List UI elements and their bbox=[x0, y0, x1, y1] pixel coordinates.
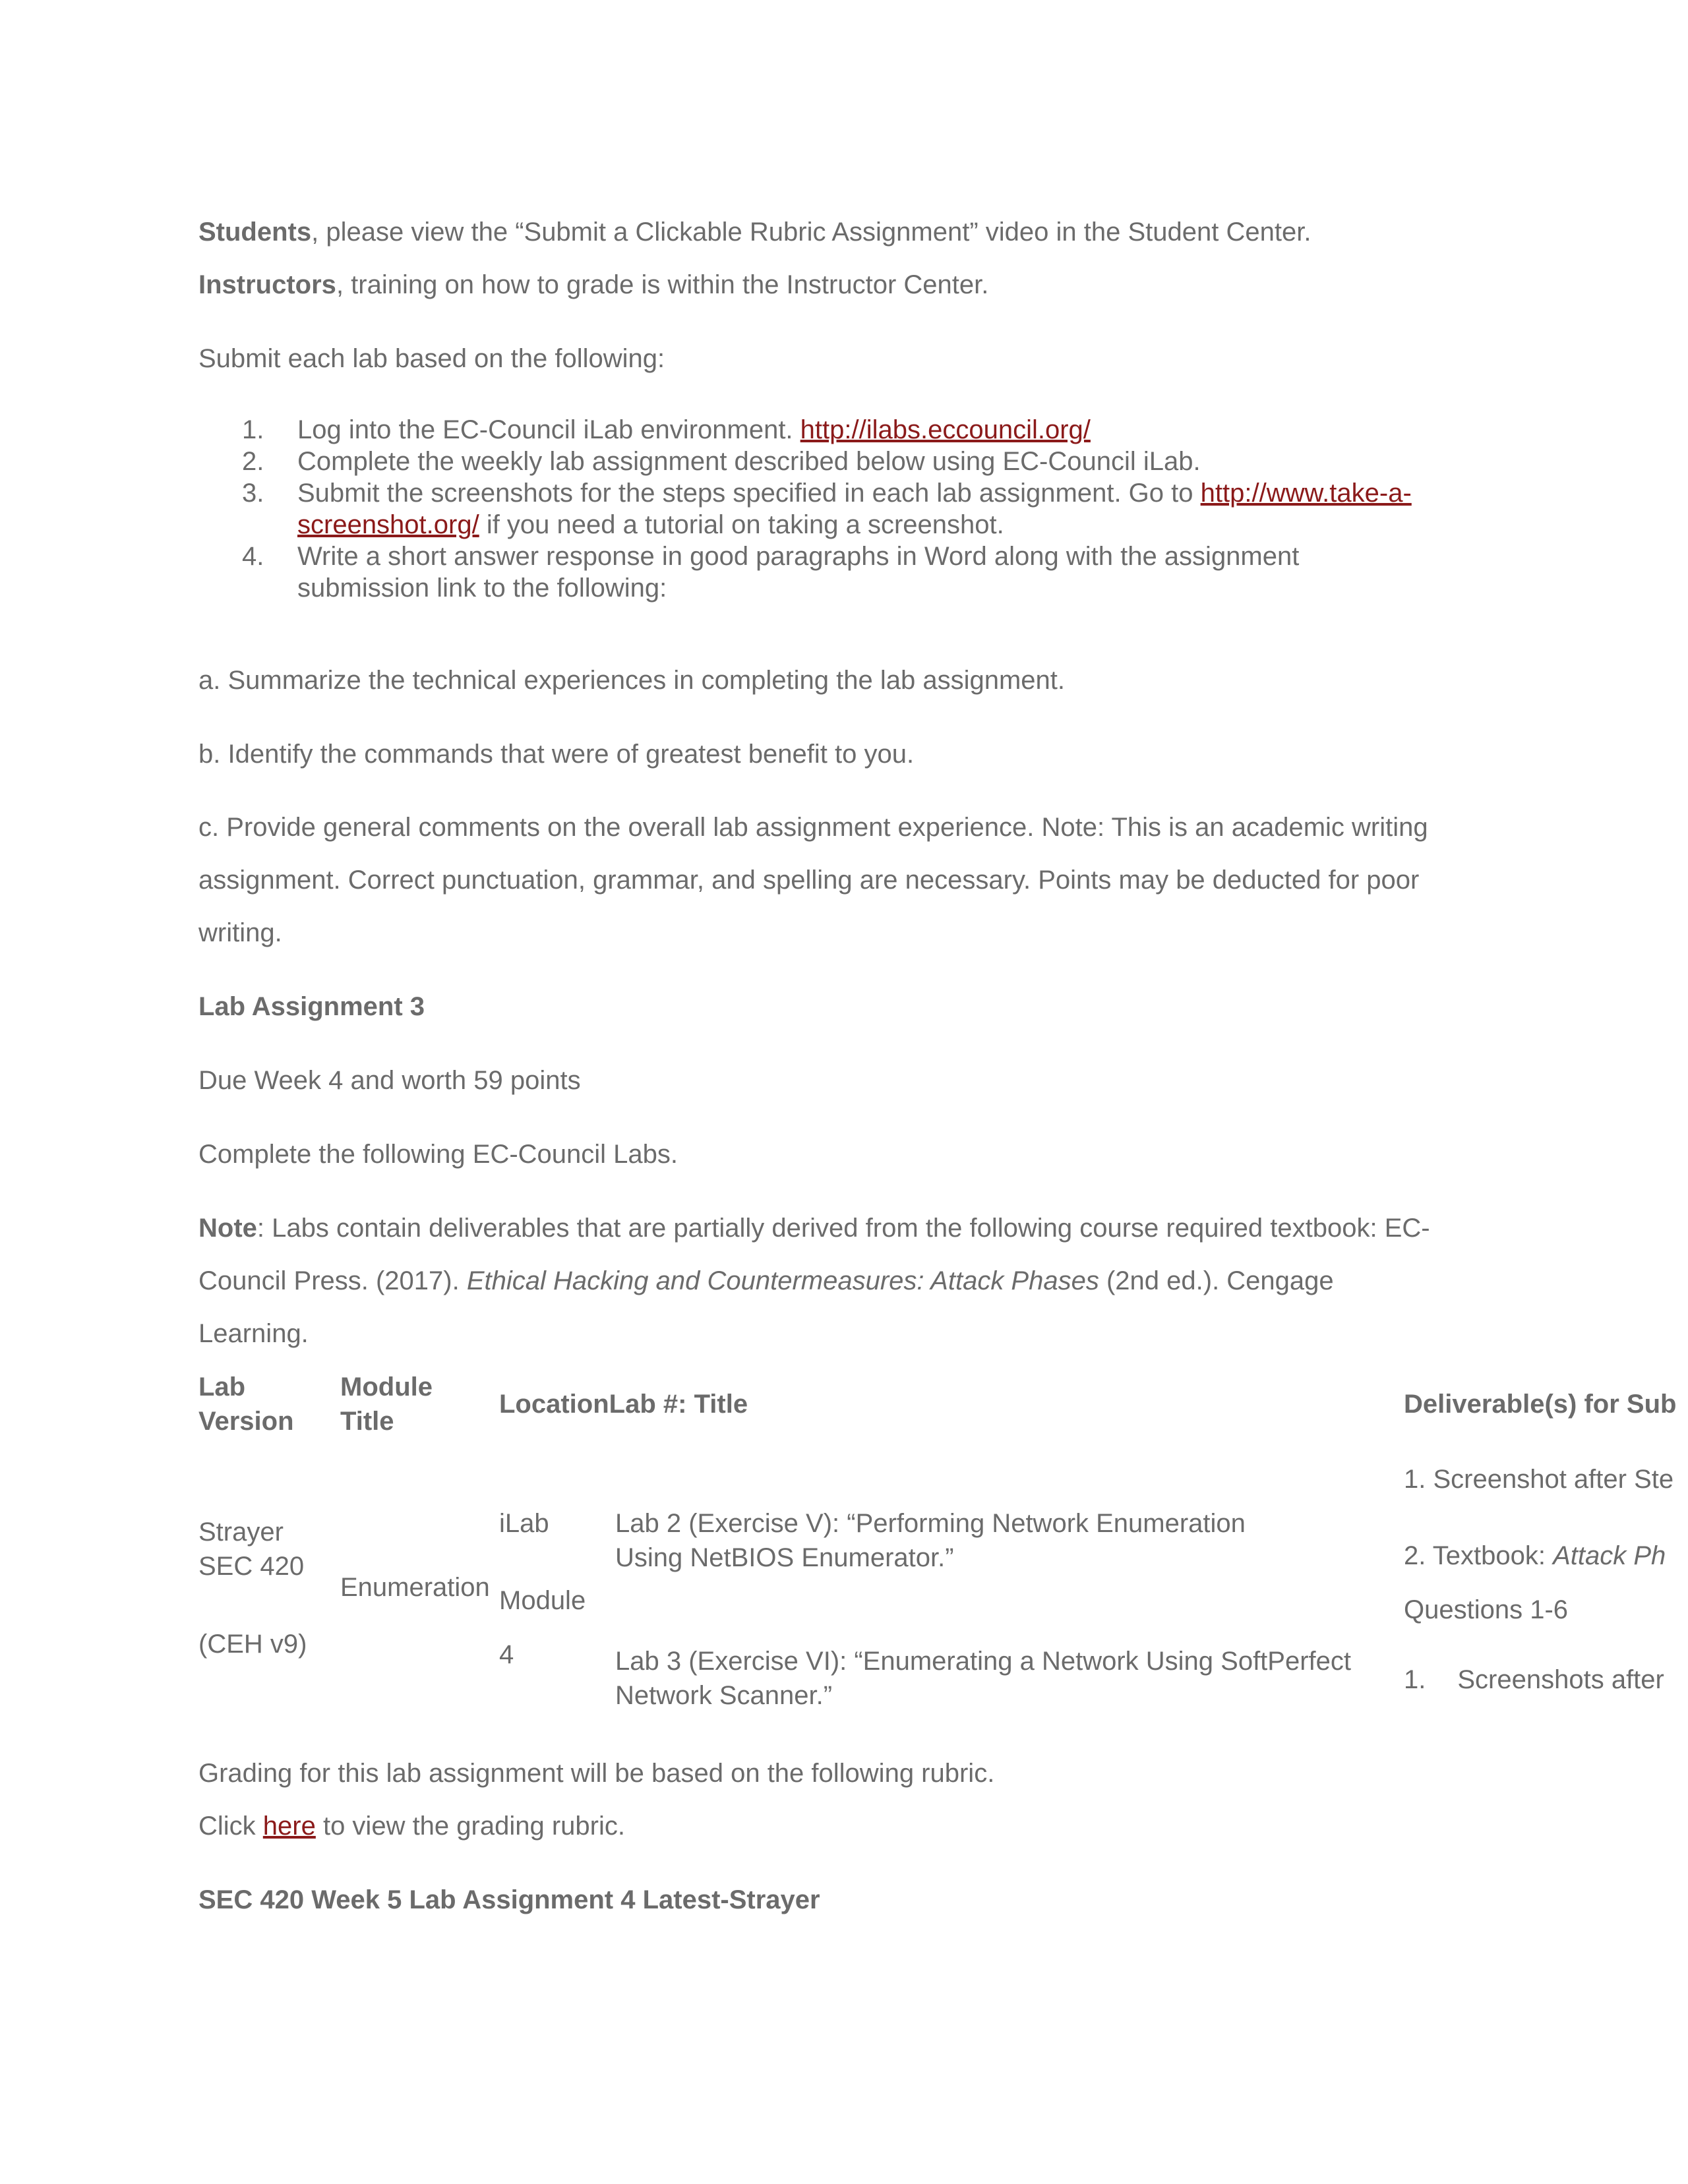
location-ilab: iLab bbox=[499, 1509, 549, 1538]
rubric-link[interactable]: here bbox=[262, 1812, 316, 1841]
header-text: Title bbox=[340, 1407, 394, 1436]
header-lab-version bbox=[198, 1370, 294, 1438]
header-location-lab: LocationLab #: Title bbox=[499, 1390, 748, 1419]
step-text: Submit the screenshots for the steps specified in each lab assignment. Go to bbox=[297, 479, 1201, 508]
note-text: : Labs contain deliverables that are partially derived from the following course required textbook: EC- bbox=[256, 1214, 1430, 1243]
list-item bbox=[198, 446, 1484, 477]
note-line2 bbox=[198, 1266, 1334, 1296]
cell-text: Using NetBIOS Enumerator.” bbox=[615, 1543, 954, 1572]
header-text: Version bbox=[198, 1407, 294, 1436]
list-item bbox=[198, 477, 1484, 541]
step-text: Log into the EC-Council iLab environment. bbox=[297, 415, 800, 444]
click-text: Click bbox=[198, 1812, 263, 1841]
step-text: submission link to the following: bbox=[297, 574, 667, 603]
note-label: Note bbox=[198, 1214, 257, 1243]
grading-text: Grading for this lab assignment will be based on the following rubric. bbox=[198, 1759, 995, 1788]
instructors-label: Instructors bbox=[198, 270, 336, 299]
students-text: , please view the “Submit a Clickable Rubric Assignment” video in the Student Center. bbox=[311, 218, 1311, 247]
click-text: to view the grading rubric. bbox=[315, 1812, 625, 1841]
screenshot-link-continued[interactable]: screenshot.org/ bbox=[297, 510, 479, 539]
complete-text: Complete the following EC-Council Labs. bbox=[198, 1140, 678, 1169]
cell-text: Screenshots after bbox=[1457, 1665, 1664, 1694]
list-item bbox=[198, 541, 1484, 604]
instructors-line bbox=[198, 270, 988, 300]
step-text: Write a short answer response in good paragraphs in Word along with the assignment bbox=[297, 542, 1300, 571]
students-label: Students bbox=[198, 218, 312, 247]
header-deliverables: Deliverable(s) for Sub bbox=[1404, 1390, 1677, 1419]
instructors-text: , training on how to grade is within the Instructor Center. bbox=[336, 270, 989, 299]
submit-instructions: Submit each lab based on the following: bbox=[198, 344, 665, 373]
subitem-c-line2: assignment. Correct punctuation, grammar, and spelling are necessary. Points may be deducted for poor bbox=[198, 866, 1420, 895]
due-text: Due Week 4 and worth 59 points bbox=[198, 1066, 581, 1095]
list-number: 1. bbox=[1404, 1665, 1426, 1694]
location-module-number: 4 bbox=[499, 1640, 514, 1669]
textbook-ref: Attack Ph bbox=[1553, 1541, 1666, 1570]
note-text: Council Press. (2017). bbox=[198, 1266, 467, 1295]
list-number: 3. bbox=[242, 479, 264, 508]
subitem-b: b. Identify the commands that were of greatest benefit to you. bbox=[198, 740, 915, 769]
step-text: Complete the weekly lab assignment described below using EC-Council iLab. bbox=[297, 447, 1201, 476]
list-number: 1. bbox=[242, 415, 264, 444]
list-number: 4. bbox=[242, 542, 264, 571]
cell-text: Lab 3 (Exercise VI): “Enumerating a Network Using SoftPerfect bbox=[615, 1647, 1352, 1676]
next-assignment-heading: SEC 420 Week 5 Lab Assignment 4 Latest-Strayer bbox=[198, 1885, 820, 1914]
screenshot-link[interactable]: http://www.take-a- bbox=[1200, 479, 1412, 508]
lab-version-cell bbox=[198, 1515, 304, 1583]
cell-text: SEC 420 bbox=[198, 1552, 305, 1581]
subitem-a: a. Summarize the technical experiences in completing the lab assignment. bbox=[198, 666, 1066, 695]
deliverable-3 bbox=[1404, 1663, 1664, 1697]
cell-text: Strayer bbox=[198, 1518, 284, 1547]
ilabs-link[interactable]: http://ilabs.eccouncil.org/ bbox=[800, 415, 1091, 444]
note-line3: Learning. bbox=[198, 1319, 309, 1348]
location-module: Module bbox=[499, 1586, 586, 1615]
cell-text: Lab 2 (Exercise V): “Performing Network Enumeration bbox=[615, 1509, 1246, 1538]
lab3-title bbox=[615, 1644, 1351, 1713]
header-text: Lab bbox=[198, 1372, 246, 1402]
document-page bbox=[198, 0, 1688, 2184]
list-number: 2. bbox=[242, 447, 264, 476]
module-title-cell: Enumeration bbox=[340, 1573, 490, 1602]
subitem-c-line1: c. Provide general comments on the overall lab assignment experience. Note: This is an academic writing bbox=[198, 813, 1428, 842]
cell-text: 2. Textbook: bbox=[1404, 1541, 1553, 1570]
note-line1 bbox=[198, 1214, 1430, 1243]
header-text: Module bbox=[340, 1372, 433, 1402]
students-line bbox=[198, 218, 1311, 247]
note-text: (2nd ed.). Cengage bbox=[1099, 1266, 1334, 1295]
steps-list bbox=[198, 414, 1484, 604]
list-item bbox=[198, 414, 1484, 446]
step-text: if you need a tutorial on taking a screenshot. bbox=[479, 510, 1004, 539]
textbook-title: Ethical Hacking and Countermeasures: Attack Phases bbox=[466, 1266, 1099, 1295]
deliverable-1: 1. Screenshot after Ste bbox=[1404, 1465, 1674, 1494]
lab2-title bbox=[615, 1506, 1246, 1575]
cell-text: Network Scanner.” bbox=[615, 1681, 833, 1710]
lab-version-ceh: (CEH v9) bbox=[198, 1630, 307, 1659]
subitem-c-line3: writing. bbox=[198, 918, 282, 947]
deliverable-2 bbox=[1404, 1539, 1666, 1573]
lab-heading: Lab Assignment 3 bbox=[198, 992, 425, 1021]
click-line bbox=[198, 1812, 625, 1841]
header-module-title bbox=[340, 1370, 433, 1438]
deliverable-questions: Questions 1-6 bbox=[1404, 1595, 1569, 1624]
